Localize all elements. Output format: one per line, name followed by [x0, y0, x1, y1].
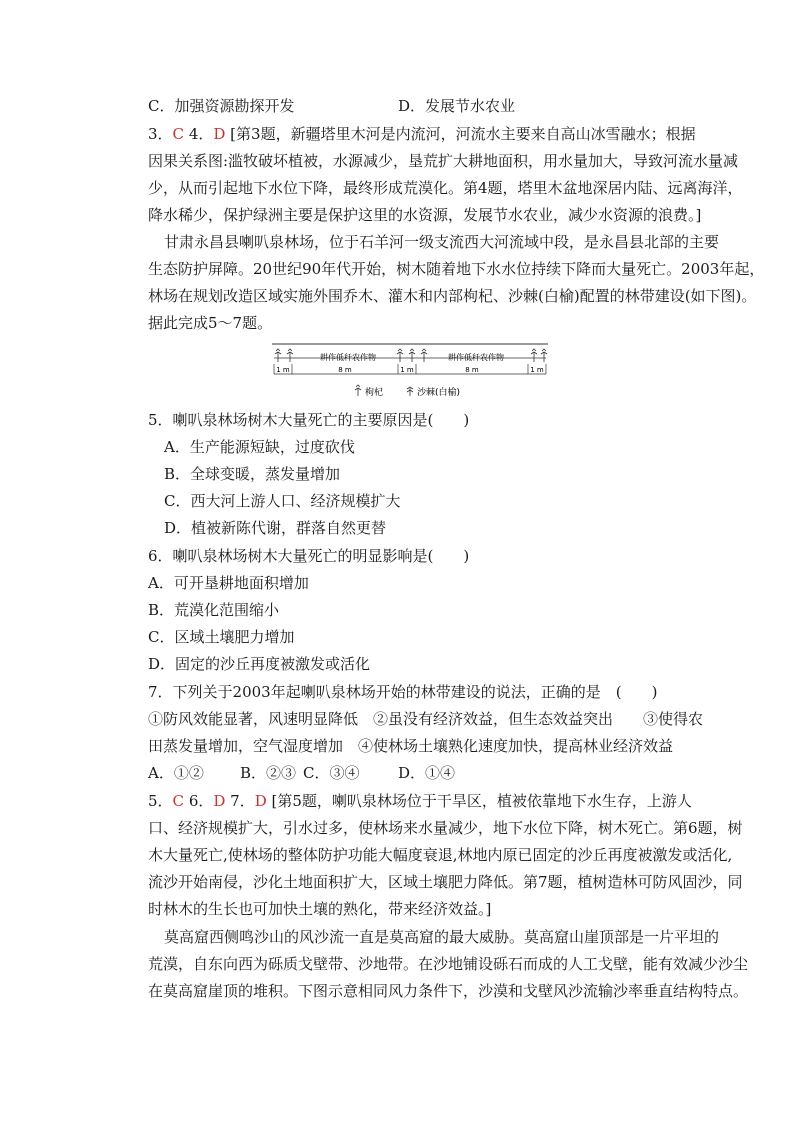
passage-line-2: 生态防护屏障。20世纪90年代开始，树木随着地下水水位持续下降而大量死亡。2003年起， [148, 260, 765, 278]
passage-line-1: 甘肃永昌县喇叭泉林场，位于石羊河一级支流西大河流域中段，是永昌县北部的主要 [164, 233, 720, 251]
q5-stem: 5．喇叭泉林场树木大量死亡的主要原因是( ) [148, 411, 470, 429]
q7-option-a: A．①② [148, 764, 204, 782]
q5-option-d: D．植被新陈代谢，群落自然更替 [164, 519, 387, 537]
passage2-line-3: 在莫高窟崖顶的堆积。下图示意相同风力条件下，沙漠和戈壁风沙流输沙率垂直结构特点。 [148, 982, 749, 1000]
legend-goji: 枸杞 [365, 388, 384, 398]
crop-label-right: 耕作低秆农作物 [448, 353, 504, 362]
passage-line-3: 林场在规划改造区域实施外围乔木、灌木和内部枸杞、沙棘(白榆)配置的林带建设(如下图)。 [148, 287, 757, 305]
q6-option-c: C．区域土壤肥力增加 [148, 628, 295, 646]
q7-option-c: C．③④ [303, 764, 360, 782]
legend-sea-buckthorn: 沙棘(白榆) [417, 388, 461, 398]
goji-legend-icon [355, 385, 361, 396]
answer-6: D [213, 792, 226, 810]
answer-3-4-line-1: 3．C 4．D [第3题，新疆塔里木河是内流河，河流水主要来自高山冰雪融水；根据 [148, 125, 696, 143]
width-1m-b: 1 m [400, 366, 414, 374]
answer-3-4-line-3: 少，从而引起地下水位下降，最终形成荒漠化。第4题，塔里木盆地深居内陆、远离海洋， [148, 179, 743, 197]
q5-option-b: B．全球变暖，蒸发量增加 [164, 465, 341, 483]
width-8m-b: 8 m [465, 366, 479, 374]
passage2-line-1: 莫高窟西侧鸣沙山的风沙流一直是莫高窟的最大威胁。莫高窟山崖顶部是一片平坦的 [164, 928, 720, 946]
q7-stem: 7．下列关于2003年起喇叭泉林场开始的林带建设的说法，正确的是 ( ) [148, 683, 658, 701]
answer-5-7-line-2: 口、经济规模扩大，引水过多，使林场来水量减少，地下水位下降，树木死亡。第6题，树 [148, 819, 743, 837]
q6-option-a: A．可开垦耕地面积增加 [148, 574, 309, 592]
sea-buckthorn-legend-icon [407, 387, 413, 396]
q5-option-a: A．生产能源短缺，过度砍伐 [164, 438, 355, 456]
q7-option-b: B．②③ [240, 764, 297, 782]
crop-label-left: 耕作低秆农作物 [320, 353, 376, 362]
q7-option-d: D．①④ [398, 764, 456, 782]
q5-option-c: C．西大河上游人口、经济规模扩大 [164, 492, 401, 510]
width-8m-a: 8 m [338, 366, 352, 374]
answer-5-7-line-5: 时林木的生长也可加快土壤的熟化，带来经济效益。] [148, 900, 492, 918]
q7-statements-line-1: ①防风效能显著，风速明显降低 ②虽没有经济效益，但生态效益突出 ③使得农 [148, 710, 704, 728]
q2-option-c: C．加强资源勘探开发 [148, 97, 295, 115]
passage2-line-2: 荒漠，自东向西为砾质戈壁带、沙地带。在沙地铺设砾石而成的人工戈壁，能有效减少沙尘 [148, 955, 749, 973]
width-1m-c: 1 m [530, 366, 544, 374]
q7-statements-line-2: 田蒸发量增加，空气湿度增加 ④使林场土壤熟化速度加快，提高林业经济效益 [148, 737, 674, 755]
answer-5: C [172, 792, 185, 810]
q6-option-b: B．荒漠化范围缩小 [148, 601, 280, 619]
q6-option-d: D．固定的沙丘再度被激发或活化 [148, 655, 371, 673]
answer-5-7-line-3: 木大量死亡,使林场的整体防护功能大幅度衰退,林地内原已固定的沙丘再度被激发或活化, [148, 846, 733, 864]
answer-3-4-line-4: 降水稀少，保护绿洲主要是保护这里的水资源，发展节水农业，减少水资源的浪费。] [148, 206, 702, 224]
answer-3: C [172, 125, 185, 143]
answer-5-7-line-4: 流沙开始南侵，沙化土地面积扩大，区域土壤肥力降低。第7题，植树造林可防风固沙，同 [148, 873, 743, 891]
answer-5-7-line-1: 5．C 6．D 7．D [第5题，喇叭泉林场位于干旱区，植被依靠地下水生存，上游人 [148, 792, 692, 810]
q6-stem: 6．喇叭泉林场树木大量死亡的明显影响是( ) [148, 547, 470, 565]
forest-belt-figure [270, 338, 550, 406]
answer-3-4-line-2: 因果关系图:滥牧破坏植被，水源减少，垦荒扩大耕地面积，用水量加大，导致河流水量减 [148, 152, 739, 170]
answer-4: D [213, 125, 226, 143]
q2-option-d: D．发展节水农业 [398, 97, 516, 115]
passage-line-4: 据此完成5～7题。 [148, 314, 273, 332]
answer-7: D [254, 792, 267, 810]
width-1m-a: 1 m [276, 366, 290, 374]
